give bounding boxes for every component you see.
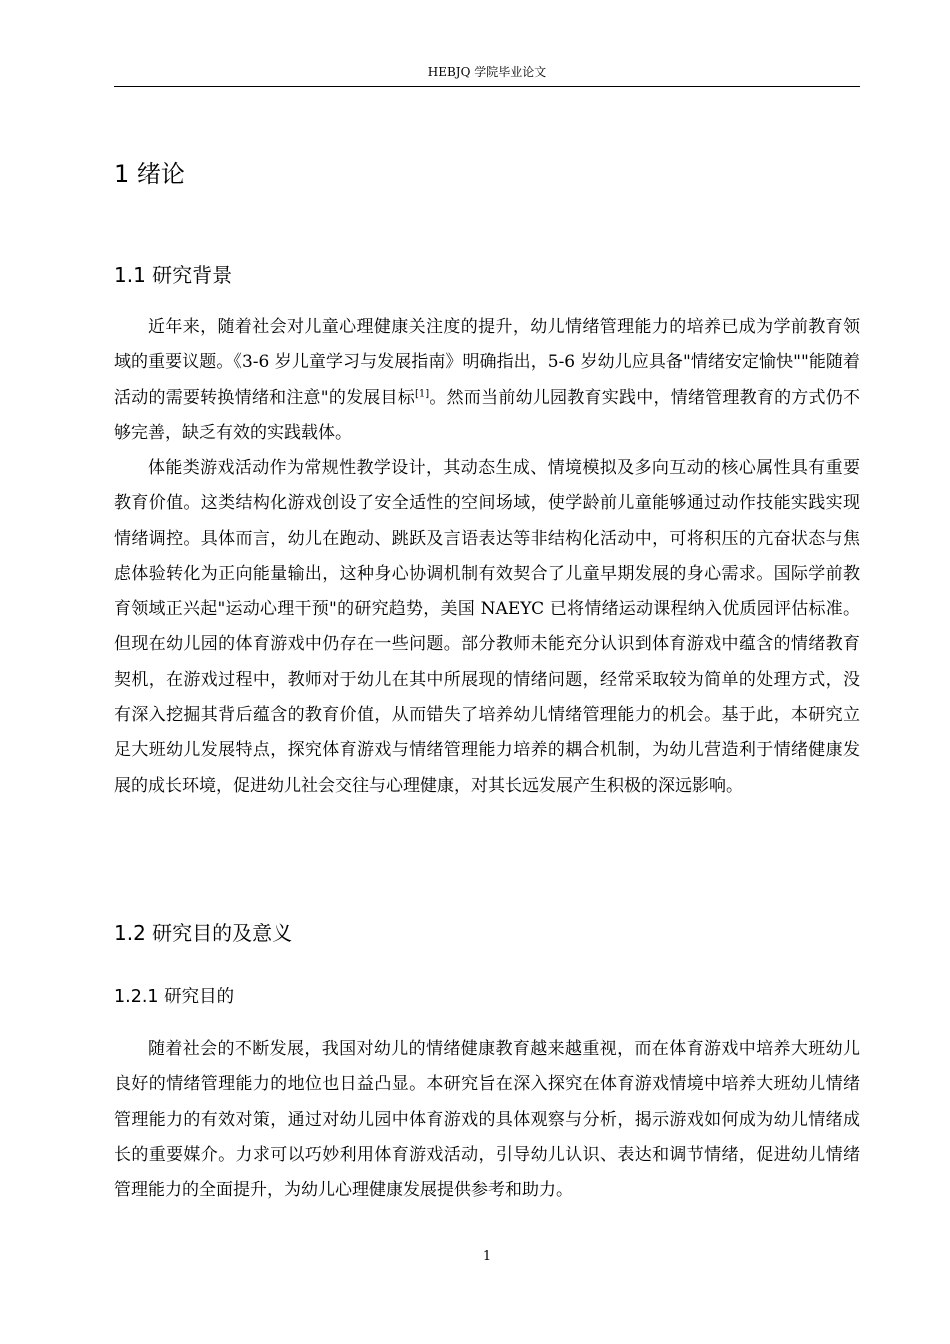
paragraph-text: 近年来，随着社会对儿童心理健康关注度的提升，幼儿情绪管理能力的培养已成为学前教育领域的重要议题。《3-6 岁儿童学习与发展指南》明确指出，5-6 岁幼儿应具备"情绪安定愉快""能随着活动的需要转换情绪和注意"的发展目标 — [114, 317, 860, 408]
paragraph-purpose-1: 随着社会的不断发展，我国对幼儿的情绪健康教育越来越重视，而在体育游戏中培养大班幼儿良好的情绪管理能力的地位也日益凸显。本研究旨在深入探究在体育游戏情境中培养大班幼儿情绪管理能力的有效对策，通过对幼儿园中体育游戏的具体观察与分析，揭示游戏如何成为幼儿情绪成长的重要媒介。力求可以巧妙利用体育游戏活动，引导幼儿认识、表达和调节情绪，促进幼儿情绪管理能力的全面提升，为幼儿心理健康发展提供参考和助力。 — [114, 1039, 860, 1201]
header-divider — [114, 86, 860, 87]
running-header: HEBJQ 学院毕业论文 — [427, 65, 547, 79]
section-title-1-2: 1.2 研究目的及意义 — [114, 921, 293, 945]
paragraph-text: 。然而当前幼儿园教育实践中，情绪管理教育的方式仍不够完善，缺乏有效的实践载体。 — [114, 387, 861, 443]
paragraph-background-2: 体能类游戏活动作为常规性教学设计，其动态生成、情境模拟及多向互动的核心属性具有重要教育价值。这类结构化游戏创设了安全适性的空间场域，使学龄前儿童能够通过动作技能实践实现情绪调控。具体而言，幼儿在跑动、跳跃及言语表达等非结构化活动中，可将积压的亢奋状态与焦虑体验转化为正向能量输出，这种身心协调机制有效契合了儿童早期发展的身心需求。国际学前教育领域正兴起"运动心理干预"的研究趋势，美国 NAEYC 已将情绪运动课程纳入优质园评估标准。但现在幼儿园的体育游戏中仍存在一些问题。部分教师未能充分认识到体育游戏中蕴含的情绪教育契机，在游戏过程中，教师对于幼儿在其中所展现的情绪问题，经常采取较为简单的处理方式，没有深入挖掘其背后蕴含的教育价值，从而错失了培养幼儿情绪管理能力的机会。基于此，本研究立足大班幼儿发展特点，探究体育游戏与情绪管理能力培养的耦合机制，为幼儿营造利于情绪健康发展的成长环境，促进幼儿社会交往与心理健康，对其长远发展产生积极的深远影响。 — [114, 458, 860, 796]
paragraph-background-1 — [114, 310, 860, 451]
section-title-1-1: 1.1 研究背景 — [114, 263, 233, 287]
chapter-title: 1 绪论 — [114, 160, 185, 188]
page-number: 1 — [482, 1249, 492, 1264]
citation-ref: [1] — [415, 387, 430, 399]
section-title-1-2-1: 1.2.1 研究目的 — [114, 987, 235, 1007]
